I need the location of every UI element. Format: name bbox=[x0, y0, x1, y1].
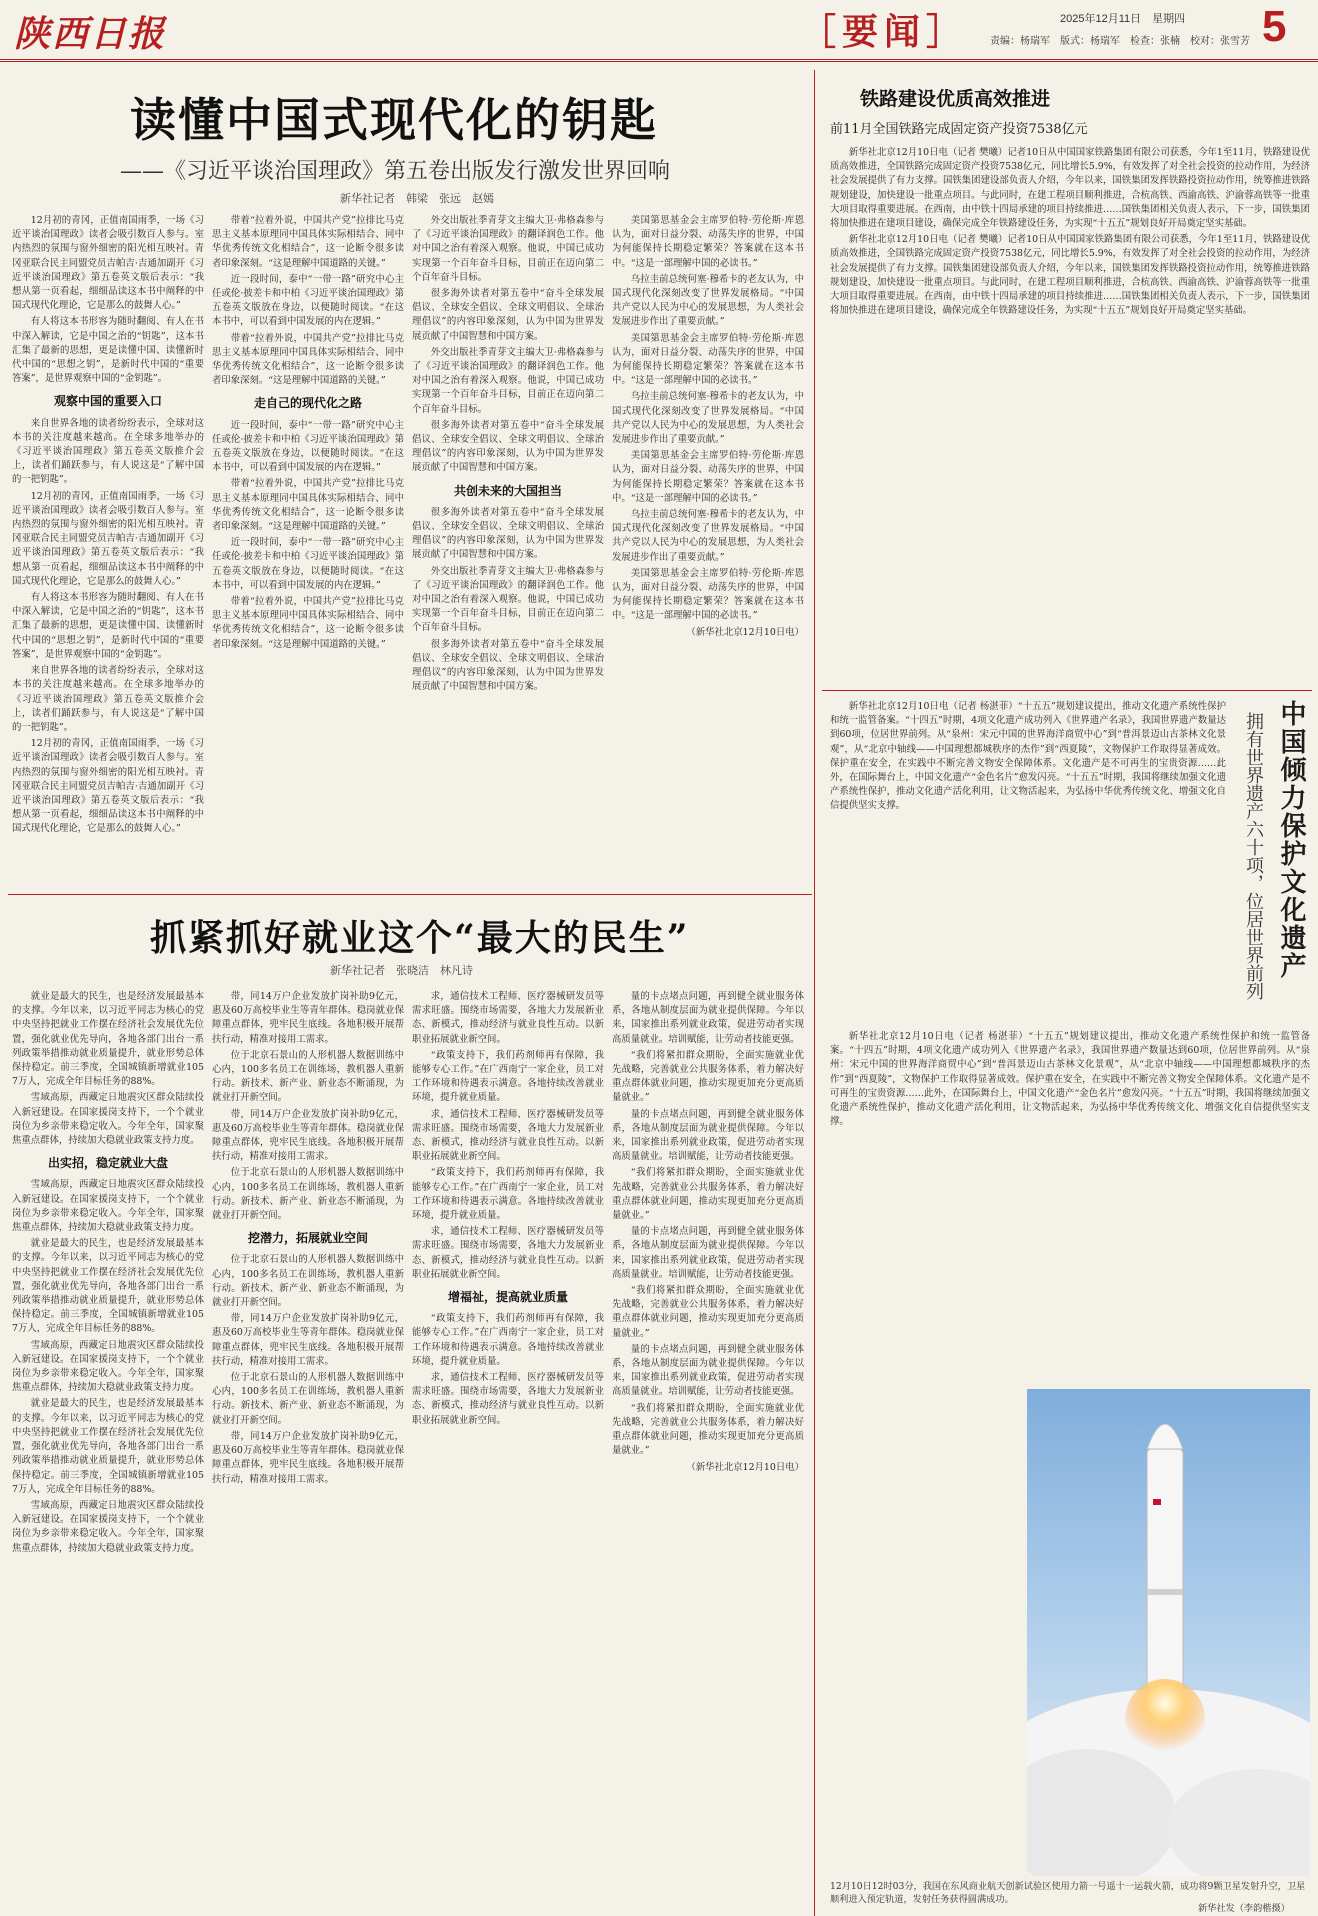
article-divider bbox=[822, 690, 1312, 691]
jobs-column-4 bbox=[612, 990, 804, 1910]
paragraph: 新华社北京12月10日电（记者 杨湛菲）“十五五”规划建议提出，推动文化遗产系统性保护和统一监管备案。“十四五”时期，4项文化遗产成功列入《世界遗产名录》，我国世界遗产数量达到60项，位居世界前列。从“泉州：宋元中国的世界海洋商贸中心”到“普洱景迈山古茶林文化景观”，从“北京中轴线——中国理想都城秩序的杰作”到“西夏陵”，文物保护工作取得显著成效。保护重在安全，在实践中不断完善文物安全保障体系。文化遗产是不可再生的宝贵资源……此外，在国际舞台上，中国文化遗产“金色名片”愈发闪亮。“十五五”时期，我国将继续加强文化遗产系统性保护，推动文化遗产活化利用，让文物活起来，为弘扬中华优秀传统文化、增强文化自信提供坚实支撑。 bbox=[830, 701, 1226, 812]
paragraph: 求，通信技术工程师、医疗器械研发员等需求旺盛。围绕市场需要，各地大力发展新业态、新模式，推动经济与就业良性互动。以新职业拓展就业新空间。 bbox=[412, 1372, 604, 1426]
paragraph: 近一段时间，泰中“一带一路”研究中心主任或伦·披差卡和中柏《习近平谈治国理政》第五卷英文版放在身边，以便随时阅读。“在这本书中，可以看到中国发展的内在逻辑。” bbox=[212, 273, 404, 328]
paragraph: 量的卡点堵点问题，再到健全就业服务体系，各地从制度层面为就业提供保障。今年以来，国家推出系列就业政策，促进劳动者实现高质量就业。培训赋能，让劳动者技能更强。 bbox=[612, 1108, 804, 1163]
paragraph: 求，通信技术工程师、医疗器械研发员等需求旺盛。围绕市场需要，各地大力发展新业态、新模式，推动经济与就业良性互动。以新职业拓展就业新空间。 bbox=[412, 991, 604, 1045]
paragraph: 带，同14万户企业发放扩岗补助9亿元，惠及60万高校毕业生等青年群体。稳岗就业保障重点群体，兜牢民生底线。各地积极开展帮扶行动，精准对接用工需求。 bbox=[212, 1313, 404, 1367]
paragraph: “我们将紧扣群众期盼，全面实施就业优先战略，完善就业公共服务体系，着力解决好重点群体就业问题，推动实现更加充分更高质量就业。” bbox=[612, 1402, 804, 1457]
jobs-byline: 新华社记者 张晓洁 林凡诗 bbox=[330, 965, 473, 977]
paragraph: 求，通信技术工程师、医疗器械研发员等需求旺盛。围绕市场需要，各地大力发展新业态、新模式，推动经济与就业良性互动。以新职业拓展就业新空间。 bbox=[412, 1226, 604, 1280]
section-subhead: 走自己的现代化之路 bbox=[253, 396, 362, 411]
lead-column-3 bbox=[412, 214, 604, 884]
photo-credit: 新华社发（李韵楷摄） bbox=[1198, 1903, 1290, 1914]
paragraph: 就业是最大的民生，也是经济发展最基本的支撑。今年以来，以习近平同志为核心的党中央坚持把就业工作摆在经济社会发展优先位置，强化就业优先导向，各地各部门出台一系列政策举措推动就业质量提升，就业形势总体保持稳定。前三季度，全国城镇新增就业1057万人，完成全年目标任务的88%。 bbox=[12, 1398, 204, 1495]
paragraph: 12月初的青冈，正值南国雨季，一场《习近平谈治国理政》读者会吸引数百人参与。室内热烈的氛围与窗外细密的阳光相互映衬。青冈亚联合民主同盟党员吉帕吉·吉通加副开《习近平谈治国理政》第五卷英文版后表示：“我想从第一页看起，细细品读这本书中阐释的中国式现代化理论，它是那么的鼓舞人心。” bbox=[12, 215, 204, 312]
photo-caption: 12月10日12时03分，我国在东风商业航天创新试验区使用力箭一号遥十一运载火箭，成功将9颗卫星发射升空，卫星顺利进入预定轨道，发射任务获得圆满成功。 bbox=[830, 1881, 1306, 1905]
paragraph: 就业是最大的民生，也是经济发展最基本的支撑。今年以来，以习近平同志为核心的党中央坚持把就业工作摆在经济社会发展优先位置，强化就业优先导向，各地各部门出台一系列政策举措推动就业质量提升，就业形势总体保持稳定。前三季度，全国城镇新增就业1057万人，完成全年目标任务的88%。 bbox=[12, 1238, 204, 1335]
lead-headline: 读懂中国式现代化的钥匙 bbox=[130, 93, 658, 147]
newspaper-logo: 陕西日报 bbox=[14, 13, 167, 55]
column-divider bbox=[814, 70, 815, 1916]
paragraph: 雪域高原，西藏定日地震灾区群众陆续投入新冠建设。在国家援岗支持下，一个个就业岗位为乡亲带来稳定收入。今年全年，国家聚焦重点群体，持续加大稳就业政策支持力度。 bbox=[12, 1092, 204, 1147]
paragraph: 量的卡点堵点问题，再到健全就业服务体系，各地从制度层面为就业提供保障。今年以来，国家推出系列就业政策，促进劳动者实现高质量就业。培训赋能，让劳动者技能更强。 bbox=[612, 1226, 804, 1280]
paragraph: 乌拉圭前总统何塞·穆希卡的老友认为，中国式现代化深刻改变了世界发展格局。“中国共产党以人民为中心的发展思想，为人类社会发展进步作出了重要贡献。” bbox=[612, 509, 804, 563]
paragraph: 位于北京石景山的人形机器人数据训练中心内，100多名员工在训练场，教机器人重新行动。新技术、新产业、新业态不断涌现，为就业打开新空间。 bbox=[212, 1372, 404, 1426]
paragraph: 近一段时间，泰中“一带一路”研究中心主任或伦·披差卡和中柏《习近平谈治国理政》第五卷英文版放在身边，以便随时阅读。“在这本书中，可以看到中国发展的内在逻辑。” bbox=[212, 537, 404, 591]
article-divider bbox=[8, 894, 812, 895]
paragraph: 量的卡点堵点问题，再到健全就业服务体系，各地从制度层面为就业提供保障。今年以来，国家推出系列就业政策，促进劳动者实现高质量就业。培训赋能，让劳动者技能更强。 bbox=[612, 991, 804, 1045]
paragraph: 12月初的青冈，正值南国雨季，一场《习近平谈治国理政》读者会吸引数百人参与。室内热烈的氛围与窗外细密的阳光相互映衬。青冈亚联合民主同盟党员吉帕吉·吉通加副开《习近平谈治国理政》第五卷英文版后表示：“我想从第一页看起，细细品读这本书中阐释的中国式现代化理论，它是那么的鼓舞人心。” bbox=[12, 490, 204, 587]
paragraph: 带着“拉着外说，中国共产党”拉排比马克思主义基本原理同中国具体实际相结合、同中华优秀传统文化相结合”，这一论断令很多读者印象深刻。“这是理解中国道路的关键。” bbox=[212, 478, 404, 533]
feature-body-bottom bbox=[830, 1030, 1310, 1380]
rocket-launch-image bbox=[1027, 1389, 1310, 1876]
rail-headline: 铁路建设优质高效推进 bbox=[860, 88, 1051, 110]
jobs-column-1 bbox=[12, 990, 204, 1910]
paragraph: 很多海外读者对第五卷中“奋斗全球发展倡议、全球安全倡议、全球文明倡议、全球治理倡议”的内容印象深刻，认为中国为世界发展贡献了中国智慧和中国方案。 bbox=[412, 419, 604, 474]
paragraph: 就业是最大的民生，也是经济发展最基本的支撑。今年以来，以习近平同志为核心的党中央坚持把就业工作摆在经济社会发展优先位置，强化就业优先导向，各地各部门出台一系列政策举措推动就业质量提升，就业形势总体保持稳定。前三季度，全国城镇新增就业1057万人，完成全年目标任务的88%。 bbox=[12, 991, 204, 1088]
paragraph: 带，同14万户企业发放扩岗补助9亿元，惠及60万高校毕业生等青年群体。稳岗就业保障重点群体，兜牢民生底线。各地积极开展帮扶行动，精准对接用工需求。 bbox=[212, 1108, 404, 1163]
jobs-column-2 bbox=[212, 990, 404, 1910]
lead-column-4 bbox=[612, 214, 804, 884]
paragraph: 来自世界各地的读者纷纷表示，全球对这本书的关注度越来越高。在全球多地举办的《习近平谈治国理政》第五卷英文版推介会上，读者们踊跃参与，有人说这是“了解中国的一把钥匙”。 bbox=[12, 417, 204, 486]
feature-vertical-subtitle: 拥有世界遗产六十项，位居世界前列 bbox=[1243, 712, 1264, 1000]
paragraph: 外交出版社季青芽文主编大卫·弗格森参与了《习近平谈治国理政》的翻译润色工作。他对中国之治有着深入观察。他说，中国已成功实现第一个百年奋斗目标，目前正在迈向第二个百年奋斗目标。 bbox=[412, 215, 604, 283]
feature-body-top bbox=[830, 700, 1226, 1020]
paragraph: “我们将紧扣群众期盼，全面实施就业优先战略，完善就业公共服务体系，着力解决好重点群体就业问题，推动实现更加充分更高质量就业。” bbox=[612, 1049, 804, 1104]
paragraph: “我们将紧扣群众期盼，全面实施就业优先战略，完善就业公共服务体系，着力解决好重点群体就业问题，推动实现更加充分更高质量就业。” bbox=[612, 1167, 804, 1222]
paragraph: 有人将这本书形容为随时翻阅、有人在书中深入解读，它是中国之治的“钥匙”，这本书汇集了最新的思想，更是读懂中国、读懂新时代中国的“思想之钥”，是新时代中国的“重要答案”，是世界观察中国的“金钥匙”。 bbox=[12, 592, 204, 660]
rail-body bbox=[830, 146, 1310, 676]
section-subhead: 出实招，稳定就业大盘 bbox=[47, 1156, 168, 1171]
paragraph: 新华社北京12月10日电（记者 樊曦）记者10日从中国国家铁路集团有限公司获悉，今年1至11月，铁路建设优质高效推进，全国铁路完成固定资产投资7538亿元，同比增长5.9%，有效发挥了对全社会投资的拉动作用，为经济社会发展提供了有力支撑。国铁集团建设部负责人介绍，今年以来，国铁集团发挥铁路投资拉动作用，统筹推进铁路规划建设，加快建设一批重点项目。与此同时，在建工程项目顺利推进，合杭高铁、西渝高铁、沪渝蓉高铁等一批重大项目取得重要进展。在西南，由中铁十四局承建的项目持续推进……国铁集团相关负责人表示，下一步，国铁集团将加快推进在建项目建设，确保完成全年铁路建设任务，为实现“十五五”规划良好开局奠定坚实基础。 bbox=[830, 234, 1310, 317]
section-subhead: 挖潜力，拓展就业空间 bbox=[247, 1231, 368, 1246]
paragraph: 很多海外读者对第五卷中“奋斗全球发展倡议、全球安全倡议、全球文明倡议、全球治理倡议”的内容印象深刻，认为中国为世界发展贡献了中国智慧和中国方案。 bbox=[412, 288, 604, 342]
jobs-headline: 抓紧抓好就业这个“最大的民生” bbox=[150, 917, 690, 959]
paragraph: 位于北京石景山的人形机器人数据训练中心内，100多名员工在训练场，教机器人重新行动。新技术、新产业、新业态不断涌现，为就业打开新空间。 bbox=[212, 1049, 404, 1104]
paragraph: 带，同14万户企业发放扩岗补助9亿元，惠及60万高校毕业生等青年群体。稳岗就业保障重点群体，兜牢民生底线。各地积极开展帮扶行动，精准对接用工需求。 bbox=[212, 1430, 404, 1485]
paragraph: 美国第思基金会主席罗伯特·劳伦斯·库恩认为，面对日益分裂、动荡失序的世界，中国为何能保持长期稳定繁荣？答案就在这本书中。“这是一部理解中国的必读书。” bbox=[612, 567, 804, 622]
paragraph: 新华社北京12月10日电（记者 樊曦）记者10日从中国国家铁路集团有限公司获悉，今年1至11月，铁路建设优质高效推进，全国铁路完成固定资产投资7538亿元，同比增长5.9%，有效发挥了对全社会投资的拉动作用，为经济社会发展提供了有力支撑。国铁集团建设部负责人介绍，今年以来，国铁集团发挥铁路投资拉动作用，统筹推进铁路规划建设，加快建设一批重点项目。与此同时，在建工程项目顺利推进，合杭高铁、西渝高铁、沪渝蓉高铁等一批重大项目取得重要进展。在西南，由中铁十四局承建的项目持续推进……国铁集团相关负责人表示，下一步，国铁集团将加快推进在建项目建设，确保完成全年铁路建设任务，为实现“十五五”规划良好开局奠定坚实基础。 bbox=[830, 147, 1310, 230]
paragraph: 来自世界各地的读者纷纷表示，全球对这本书的关注度越来越高。在全球多地举办的《习近平谈治国理政》第五卷英文版推介会上，读者们踊跃参与，有人说这是“了解中国的一把钥匙”。 bbox=[12, 665, 204, 733]
paragraph: “政策支持下，我们药剂师再有保障，我能够专心工作。”在广西南宁一家企业，员工对工作环境和待遇表示满意。各地持续改善就业环境，提升就业质量。 bbox=[412, 1049, 604, 1104]
paragraph: 近一段时间，泰中“一带一路”研究中心主任或伦·披差卡和中柏《习近平谈治国理政》第五卷英文版放在身边，以便随时阅读。“在这本书中，可以看到中国发展的内在逻辑。” bbox=[212, 419, 404, 474]
dateline-end: （新华社北京12月10日电） bbox=[686, 1461, 804, 1473]
paragraph: 外交出版社季青芽文主编大卫·弗格森参与了《习近平谈治国理政》的翻译润色工作。他对中国之治有着深入观察。他说，中国已成功实现第一个百年奋斗目标，目前正在迈向第二个百年奋斗目标。 bbox=[412, 565, 604, 634]
paragraph: 12月初的青冈，正值南国雨季，一场《习近平谈治国理政》读者会吸引数百人参与。室内热烈的氛围与窗外细密的阳光相互映衬。青冈亚联合民主同盟党员吉帕吉·吉通加副开《习近平谈治国理政》第五卷英文版后表示：“我想从第一页看起，细细品读这本书中阐释的中国式现代化理论，它是那么的鼓舞人心。” bbox=[12, 738, 204, 835]
paragraph: 新华社北京12月10日电（记者 杨湛菲）“十五五”规划建议提出，推动文化遗产系统性保护和统一监管备案。“十四五”时期，4项文化遗产成功列入《世界遗产名录》，我国世界遗产数量达到60项，位居世界前列。从“泉州：宋元中国的世界海洋商贸中心”到“普洱景迈山古茶林文化景观”，从“北京中轴线——中国理想都城秩序的杰作”到“西夏陵”，文物保护工作取得显著成效。保护重在安全，在实践中不断完善文物安全保障体系。文化遗产是不可再生的宝贵资源……此外，在国际舞台上，中国文化遗产“金色名片”愈发闪亮。“十五五”时期，我国将继续加强文化遗产系统性保护，推动文化遗产活化利用，让文物活起来，为弘扬中华优秀传统文化、增强文化自信提供坚实支撑。 bbox=[830, 1031, 1310, 1128]
paragraph: 求，通信技术工程师、医疗器械研发员等需求旺盛。围绕市场需要，各地大力发展新业态、新模式，推动经济与就业良性互动。以新职业拓展就业新空间。 bbox=[412, 1108, 604, 1163]
dateline: 2025年12月11日 星期四 bbox=[1060, 13, 1186, 25]
paragraph: 带着“拉着外说，中国共产党”拉排比马克思主义基本原理同中国具体实际相结合、同中华优秀传统文化相结合”，这一论断令很多读者印象深刻。“这是理解中国道路的关键。” bbox=[212, 215, 404, 269]
paragraph: 雪域高原，西藏定日地震灾区群众陆续投入新冠建设。在国家援岗支持下，一个个就业岗位为乡亲带来稳定收入。今年全年，国家聚焦重点群体，持续加大稳就业政策支持力度。 bbox=[12, 1499, 204, 1554]
paragraph: 美国第思基金会主席罗伯特·劳伦斯·库恩认为，面对日益分裂、动荡失序的世界，中国为何能保持长期稳定繁荣？答案就在这本书中。“这是一部理解中国的必读书。” bbox=[612, 332, 804, 387]
paragraph: “政策支持下，我们药剂师再有保障，我能够专心工作。”在广西南宁一家企业，员工对工作环境和待遇表示满意。各地持续改善就业环境，提升就业质量。 bbox=[412, 1167, 604, 1222]
paragraph: 乌拉圭前总统何塞·穆希卡的老友认为，中国式现代化深刻改变了世界发展格局。“中国共产党以人民为中心的发展思想，为人类社会发展进步作出了重要贡献。” bbox=[612, 391, 804, 446]
paragraph: “政策支持下，我们药剂师再有保障，我能够专心工作。”在广西南宁一家企业，员工对工作环境和待遇表示满意。各地持续改善就业环境，提升就业质量。 bbox=[412, 1313, 604, 1367]
paragraph: 很多海外读者对第五卷中“奋斗全球发展倡议、全球安全倡议、全球文明倡议、全球治理倡议”的内容印象深刻，认为中国为世界发展贡献了中国智慧和中国方案。 bbox=[412, 506, 604, 561]
paragraph: 带着“拉着外说，中国共产党”拉排比马克思主义基本原理同中国具体实际相结合、同中华优秀传统文化相结合”，这一论断令很多读者印象深刻。“这是理解中国道路的关键。” bbox=[212, 596, 404, 650]
lead-byline: 新华社记者 韩梁 张远 赵嫣 bbox=[340, 193, 494, 205]
paragraph: 量的卡点堵点问题，再到健全就业服务体系，各地从制度层面为就业提供保障。今年以来，国家推出系列就业政策，促进劳动者实现高质量就业。培训赋能，让劳动者技能更强。 bbox=[612, 1343, 804, 1398]
paragraph: 雪域高原，西藏定日地震灾区群众陆续投入新冠建设。在国家援岗支持下，一个个就业岗位为乡亲带来稳定收入。今年全年，国家聚焦重点群体，持续加大稳就业政策支持力度。 bbox=[12, 1179, 204, 1234]
section-subhead: 共创未来的大国担当 bbox=[453, 483, 562, 498]
section-label: ［要闻］ bbox=[800, 11, 969, 53]
editor-credits: 责编：杨瑞军 版式：杨瑞军 检查：张楠 校对：张雪芳 bbox=[990, 36, 1250, 47]
lead-column-2 bbox=[212, 214, 404, 884]
paragraph: 带，同14万户企业发放扩岗补助9亿元，惠及60万高校毕业生等青年群体。稳岗就业保障重点群体，兜牢民生底线。各地积极开展帮扶行动，精准对接用工需求。 bbox=[212, 991, 404, 1045]
paragraph: 雪域高原，西藏定日地震灾区群众陆续投入新冠建设。在国家援岗支持下，一个个就业岗位为乡亲带来稳定收入。今年全年，国家聚焦重点群体，持续加大稳就业政策支持力度。 bbox=[12, 1339, 204, 1394]
paragraph: 位于北京石景山的人形机器人数据训练中心内，100多名员工在训练场，教机器人重新行动。新技术、新产业、新业态不断涌现，为就业打开新空间。 bbox=[212, 1254, 404, 1309]
section-subhead: 增福祉，提高就业质量 bbox=[447, 1290, 568, 1305]
jobs-column-3 bbox=[412, 990, 604, 1910]
lead-column-1 bbox=[12, 214, 204, 884]
paragraph: 乌拉圭前总统何塞·穆希卡的老友认为，中国式现代化深刻改变了世界发展格局。“中国共产党以人民为中心的发展思想，为人类社会发展进步作出了重要贡献。” bbox=[612, 273, 804, 328]
lead-subtitle: ——《习近平谈治国理政》第五卷出版发行激发世界回响 bbox=[120, 159, 671, 184]
dateline-end: （新华社北京12月10日电） bbox=[686, 626, 804, 638]
page-number: 5 bbox=[1262, 2, 1287, 51]
feature-vertical-title: 中国倾力保护文化遗产 bbox=[1276, 700, 1306, 980]
paragraph: 美国第思基金会主席罗伯特·劳伦斯·库恩认为，面对日益分裂、动荡失序的世界，中国为何能保持长期稳定繁荣？答案就在这本书中。“这是一部理解中国的必读书。” bbox=[612, 450, 804, 504]
paragraph: 美国第思基金会主席罗伯特·劳伦斯·库恩认为，面对日益分裂、动荡失序的世界，中国为何能保持长期稳定繁荣？答案就在这本书中。“这是一部理解中国的必读书。” bbox=[612, 215, 804, 269]
section-subhead: 观察中国的重要入口 bbox=[53, 394, 162, 409]
paragraph: 很多海外读者对第五卷中“奋斗全球发展倡议、全球安全倡议、全球文明倡议、全球治理倡议”的内容印象深刻，认为中国为世界发展贡献了中国智慧和中国方案。 bbox=[412, 638, 604, 693]
rail-subtitle: 前11月全国铁路完成固定资产投资7538亿元 bbox=[830, 122, 1088, 137]
rocket-launch-photo bbox=[1027, 1389, 1310, 1876]
paragraph: 有人将这本书形容为随时翻阅、有人在书中深入解读，它是中国之治的“钥匙”，这本书汇集了最新的思想，更是读懂中国、读懂新时代中国的“思想之钥”，是新时代中国的“重要答案”，是世界观察中国的“金钥匙”。 bbox=[12, 316, 204, 385]
paragraph: 位于北京石景山的人形机器人数据训练中心内，100多名员工在训练场，教机器人重新行动。新技术、新产业、新业态不断涌现，为就业打开新空间。 bbox=[212, 1167, 404, 1222]
paragraph: “我们将紧扣群众期盼，全面实施就业优先战略，完善就业公共服务体系，着力解决好重点群体就业问题，推动实现更加充分更高质量就业。” bbox=[612, 1285, 804, 1339]
paragraph: 带着“拉着外说，中国共产党”拉排比马克思主义基本原理同中国具体实际相结合、同中华优秀传统文化相结合”，这一论断令很多读者印象深刻。“这是理解中国道路的关键。” bbox=[212, 332, 404, 387]
paragraph: 外交出版社季青芽文主编大卫·弗格森参与了《习近平谈治国理政》的翻译润色工作。他对中国之治有着深入观察。他说，中国已成功实现第一个百年奋斗目标，目前正在迈向第二个百年奋斗目标。 bbox=[412, 346, 604, 415]
